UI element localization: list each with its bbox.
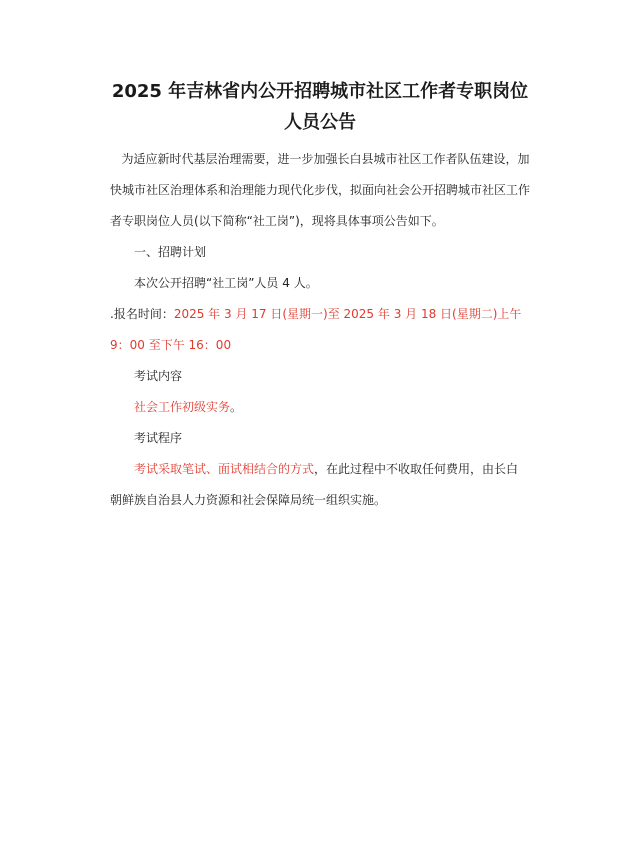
exam-procedure-paragraph (110, 454, 530, 516)
exam-procedure-method: 考试采取笔试、面试相结合的方式 (134, 462, 315, 476)
signup-prefix: .报名时间： (110, 307, 174, 321)
title-line-2: 人员公告 (284, 112, 356, 133)
exam-procedure-rest: ，在此过程中不收取任何费用，由长白朝鲜族自治县人力资源和社会保障局统一组织实施。 (110, 462, 519, 507)
signup-paragraph (110, 299, 530, 361)
signup-time: 2025 年 3 月 17 日(星期一)至 2025 年 3 月 18 日(星期二)上午 9：00 至下午 16：00 (110, 307, 522, 352)
title-line-1: 2025 年吉林省内公开招聘城市社区工作者专职岗位 (111, 81, 529, 102)
exam-content-paragraph: 社会工作初级实务。 (134, 400, 243, 414)
document-title (110, 76, 530, 138)
section-heading-plan: 一、招聘计划 (134, 245, 207, 259)
exam-content-label: 考试内容 (134, 369, 183, 383)
intro-paragraph: 为适应新时代基层治理需要，进一步加强长白县城市社区工作者队伍建设，加快城市社区治理体系和治理能力现代化步伐，拟面向社会公开招聘城市社区工作者专职岗位人员(以下简称“社工岗”)，现将具体事项公告如下。 (110, 152, 531, 228)
document-page (110, 76, 530, 516)
plan-paragraph: 本次公开招聘“社工岗”人员 4 人。 (134, 276, 318, 290)
exam-content: 社会工作初级实务 (134, 400, 231, 414)
exam-procedure-label: 考试程序 (134, 431, 183, 445)
